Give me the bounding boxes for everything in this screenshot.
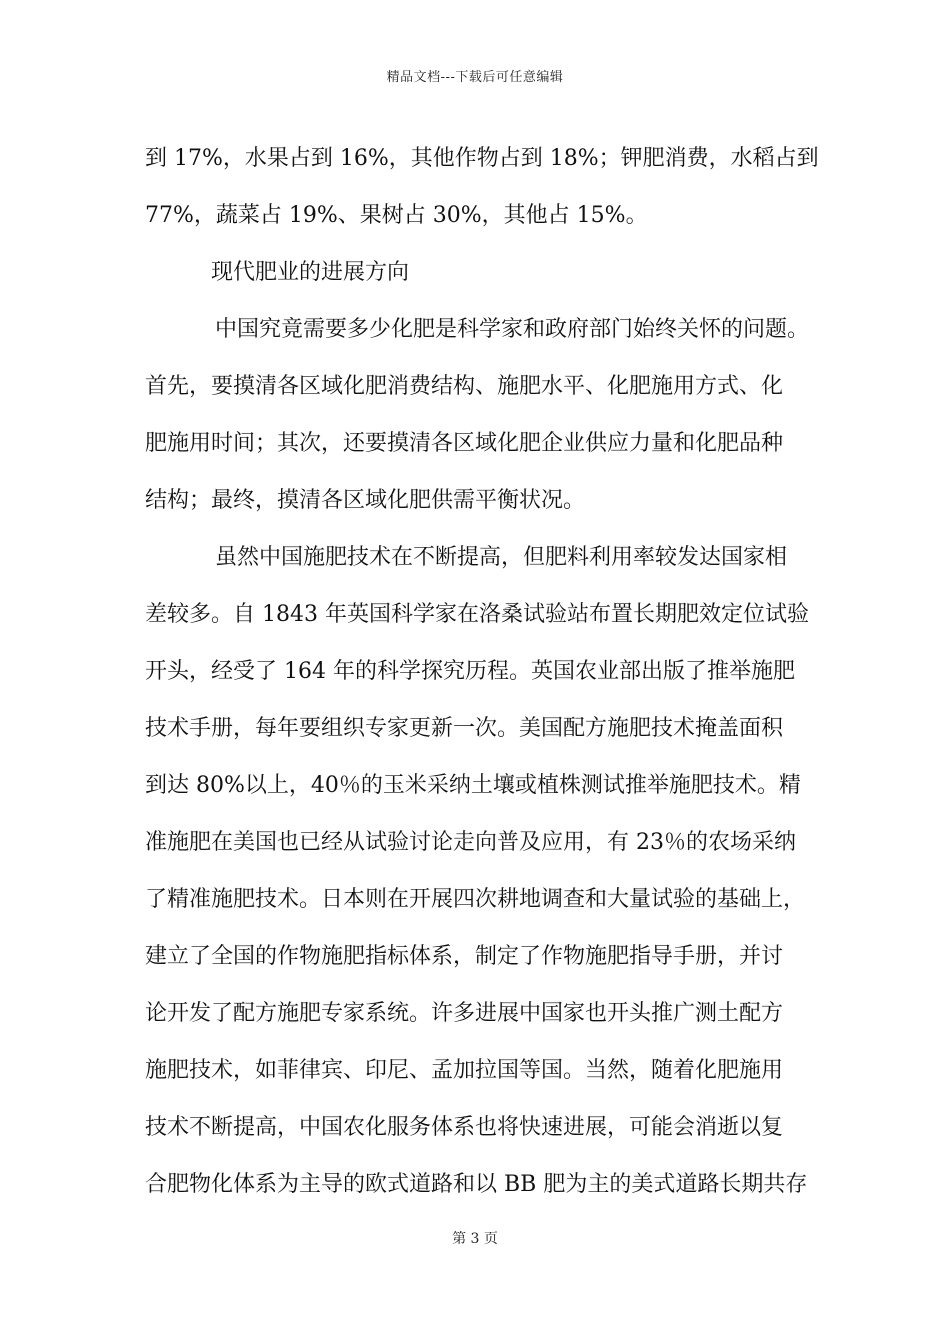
page-header: 精品文档---下载后可任意编辑 bbox=[386, 70, 564, 85]
text-line: 77%，蔬菜占 19%、果树占 30%，其他占 15%。 bbox=[145, 203, 648, 228]
text-line: 技术手册，每年要组织专家更新一次。美国配方施肥技术掩盖面积 bbox=[145, 716, 784, 741]
text-line: 合肥物化体系为主导的欧式道路和以 BB 肥为主的美式道路长期共存 bbox=[145, 1172, 808, 1197]
text-line: 差较多。自 1843 年英国科学家在洛桑试验站布置长期肥效定位试验 bbox=[145, 602, 809, 627]
text-line: 中国究竟需要多少化肥是科学家和政府部门始终关怀的问题。 bbox=[215, 317, 810, 342]
text-line: 肥施用时间；其次，还要摸清各区域化肥企业供应力量和化肥品种 bbox=[145, 431, 784, 456]
page-number: 第 3 页 bbox=[452, 1231, 498, 1247]
text-line: 开头，经受了 164 年的科学探究历程。英国农业部出版了推举施肥 bbox=[145, 659, 795, 684]
text-line: 施肥技术，如菲律宾、印尼、孟加拉国等国。当然，随着化肥施用 bbox=[145, 1058, 784, 1083]
text-line: 准施肥在美国也已经从试验讨论走向普及应用，有 23％的农场采纳 bbox=[145, 830, 796, 855]
text-line: 建立了全国的作物施肥指标体系，制定了作物施肥指导手册，并讨 bbox=[145, 944, 784, 969]
text-line: 到达 80%以上，40％的玉米采纳土壤或植株测试推举施肥技术。精 bbox=[145, 773, 801, 798]
text-line: 结构；最终，摸清各区域化肥供需平衡状况。 bbox=[145, 488, 586, 513]
text-line: 首先，要摸清各区域化肥消费结构、施肥水平、化肥施用方式、化 bbox=[145, 374, 784, 399]
text-line: 技术不断提高，中国农化服务体系也将快速进展，可能会消逝以复 bbox=[145, 1115, 784, 1140]
text-line: 论开发了配方施肥专家系统。许多进展中国家也开头推广测土配方 bbox=[145, 1001, 784, 1026]
section-heading: 现代肥业的进展方向 bbox=[211, 260, 410, 285]
text-line: 了精准施肥技术。日本则在开展四次耕地调查和大量试验的基础上， bbox=[145, 887, 806, 912]
body-text bbox=[145, 130, 835, 1213]
text-line: 到 17%，水果占到 16%，其他作物占到 18%；钾肥消费，水稻占到 bbox=[145, 146, 819, 171]
text-line: 虽然中国施肥技术在不断提高，但肥料利用率较发达国家相 bbox=[215, 545, 788, 570]
